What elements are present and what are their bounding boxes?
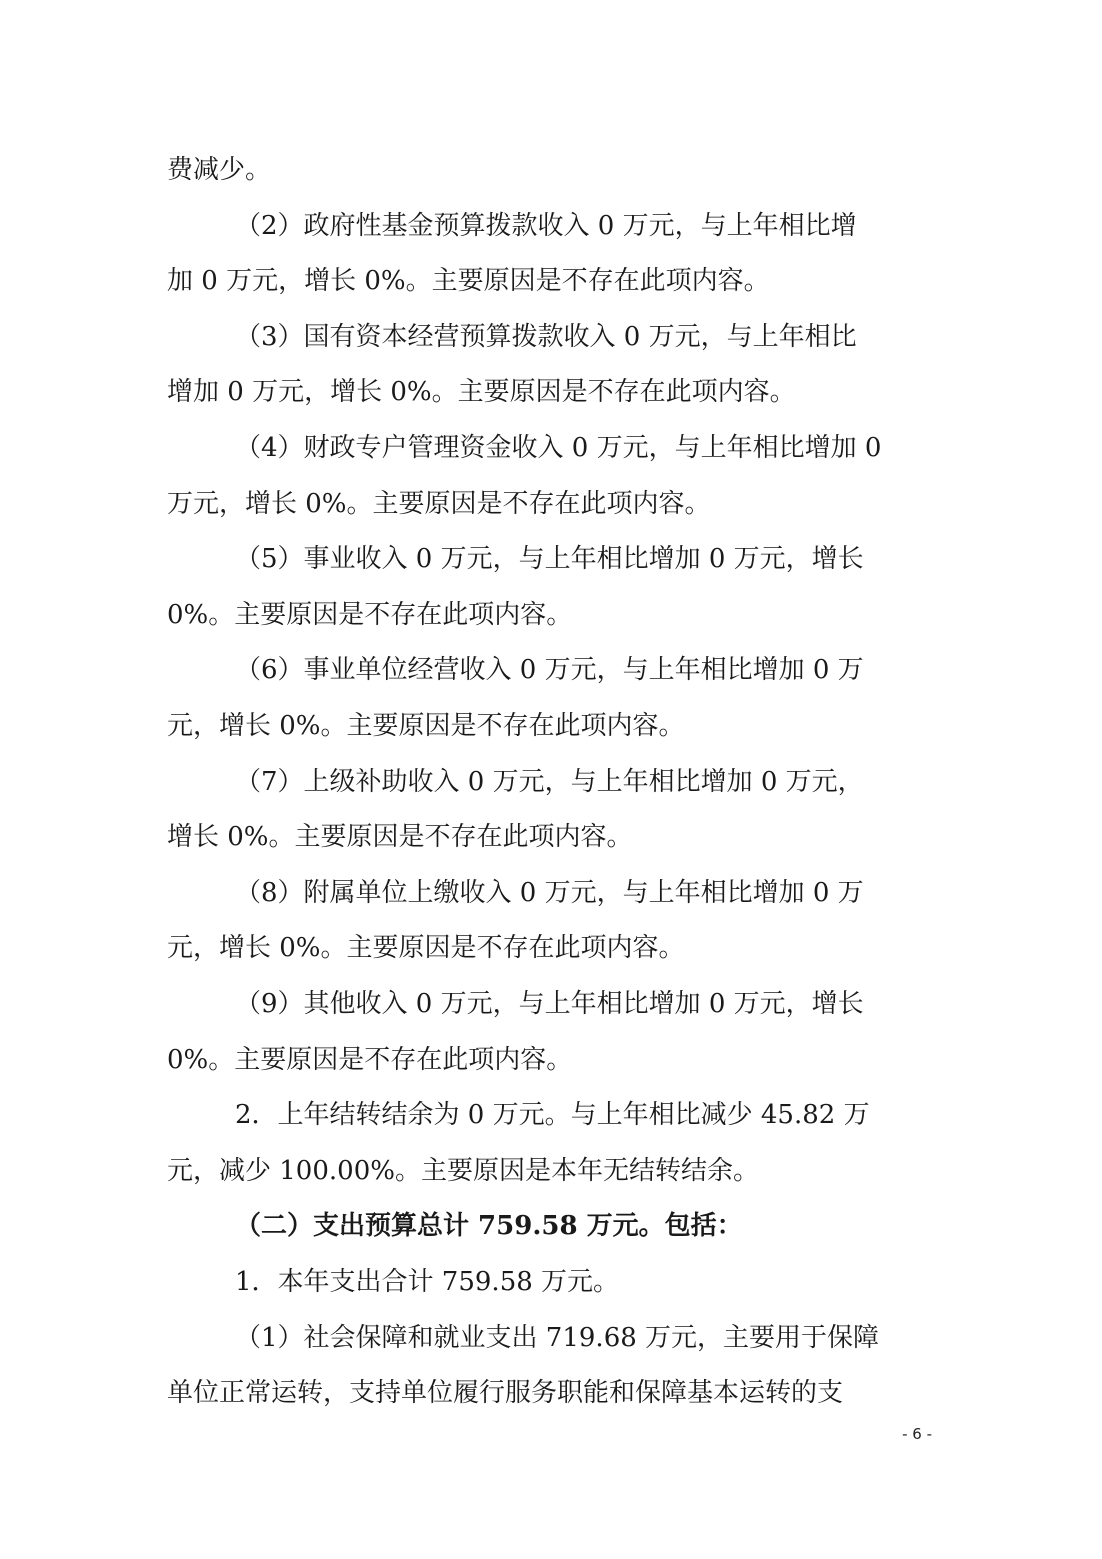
text-line: （1）社会保障和就业支出 719.68 万元，主要用于保障 <box>235 1322 880 1353</box>
text-line: 元，增长 0%。主要原因是不存在此项内容。 <box>167 933 685 964</box>
text-line: 万元，增长 0%。主要原因是不存在此项内容。 <box>167 488 711 519</box>
text-line: （2）政府性基金预算拨款收入 0 万元，与上年相比增 <box>235 210 857 241</box>
text-line: 1．本年支出合计 759.58 万元。 <box>235 1267 620 1297</box>
text-line: 0%。主要原因是不存在此项内容。 <box>167 1044 573 1075</box>
text-line: （8）附属单位上缴收入 0 万元，与上年相比增加 0 万 <box>235 877 864 908</box>
text-line: 单位正常运转，支持单位履行服务职能和保障基本运转的支 <box>167 1378 844 1409</box>
text-line: 加 0 万元，增长 0%。主要原因是不存在此项内容。 <box>167 266 770 297</box>
text-line: 元，增长 0%。主要原因是不存在此项内容。 <box>167 711 685 741</box>
text-line: 增加 0 万元，增长 0%。主要原因是不存在此项内容。 <box>167 377 796 408</box>
text-line: 0%。主要原因是不存在此项内容。 <box>167 599 573 630</box>
text-line: （3）国有资本经营预算拨款收入 0 万元，与上年相比 <box>235 321 857 352</box>
text-line: 2．上年结转结余为 0 万元。与上年相比减少 45.82 万 <box>235 1100 870 1131</box>
text-line: （5）事业收入 0 万元，与上年相比增加 0 万元，增长 <box>235 544 864 575</box>
text-line: （4）财政专户管理资金收入 0 万元，与上年相比增加 0 <box>235 433 882 463</box>
text-line: （7）上级补助收入 0 万元，与上年相比增加 0 万元， <box>235 766 864 797</box>
page-number: - 6 - <box>902 1425 932 1443</box>
text-line: 费减少。 <box>167 155 272 185</box>
text-line: （9）其他收入 0 万元，与上年相比增加 0 万元，增长 <box>235 989 864 1019</box>
text-line: 元，减少 100.00%。主要原因是本年无结转结余。 <box>167 1155 759 1186</box>
text-line: （6）事业单位经营收入 0 万元，与上年相比增加 0 万 <box>235 655 864 686</box>
section-heading: （二）支出预算总计 759.58 万元。包括： <box>235 1211 743 1242</box>
text-line: 增长 0%。主要原因是不存在此项内容。 <box>167 822 633 853</box>
